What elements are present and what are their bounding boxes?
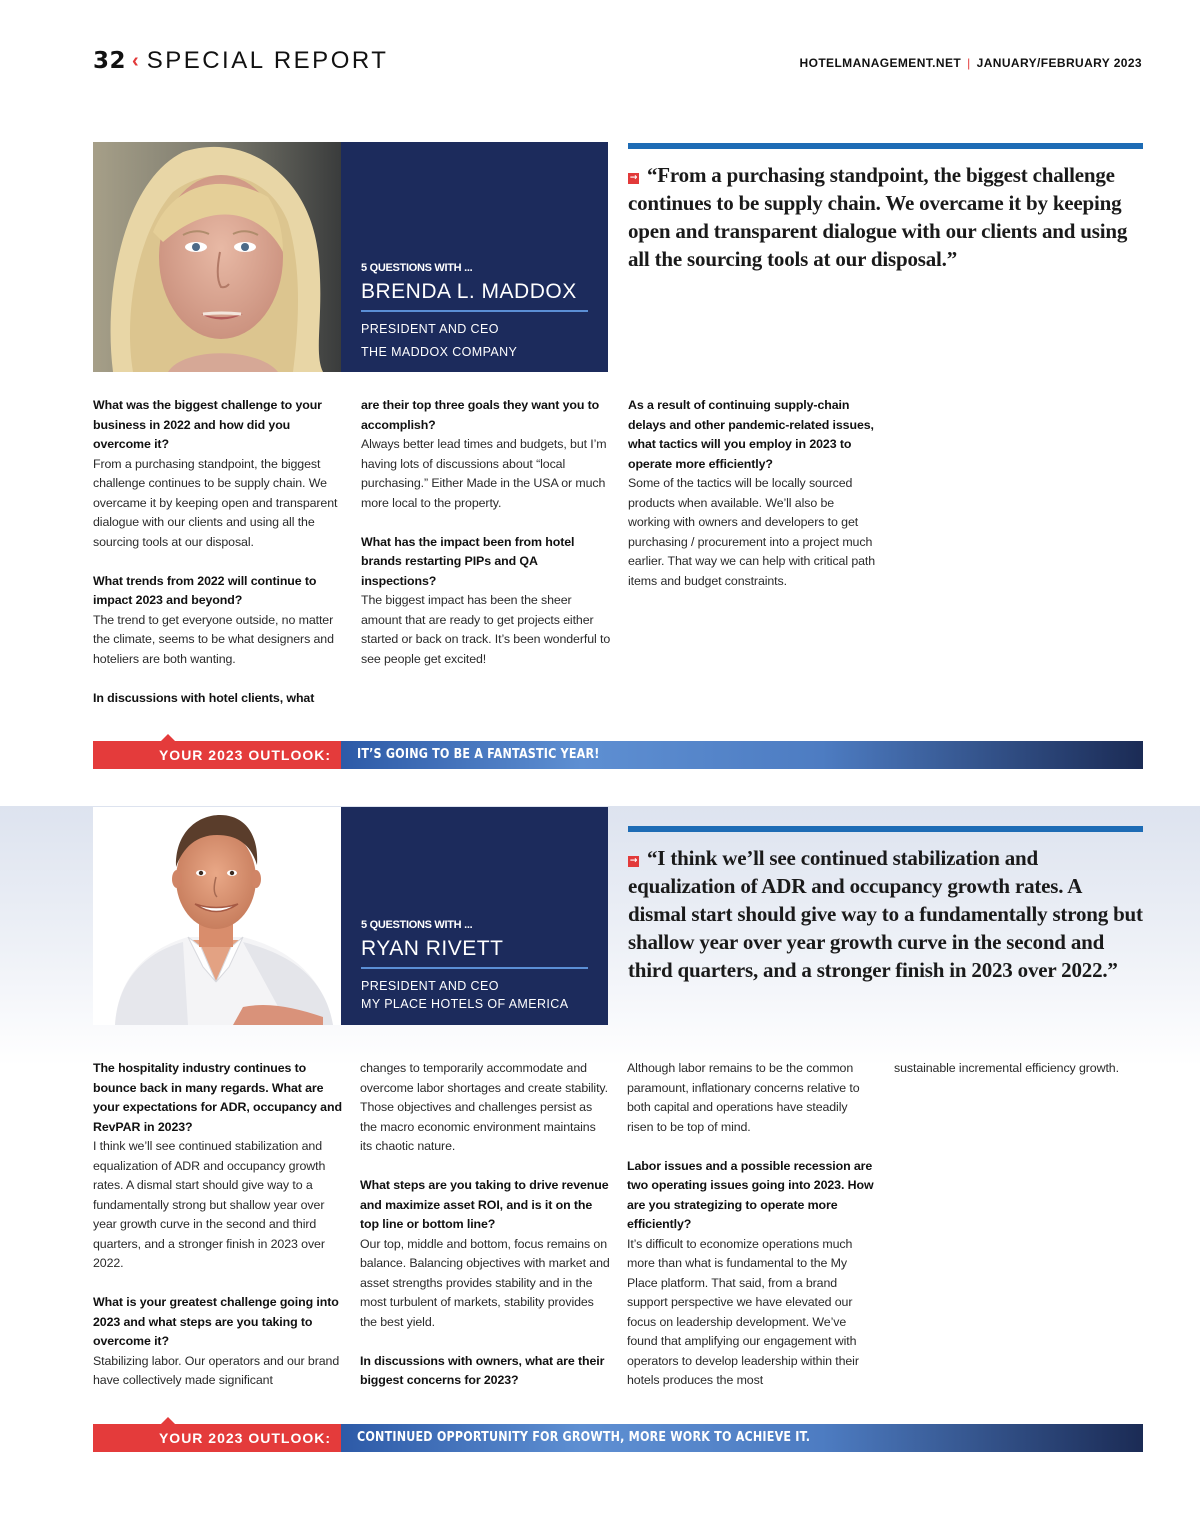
profile-kicker: 5 QUESTIONS WITH ... [361, 919, 473, 931]
profile-title-line1: PRESIDENT AND CEO [361, 979, 499, 993]
pull-quote-text: “From a purchasing standpoint, the biggest challenge continues to be supply chain. We overcame it by keeping open and transparent dialogue with our clients and using all the sourcing tools at our disposal.” [628, 163, 1128, 271]
pull-quote-maddox [628, 161, 1143, 273]
chevron-left-icon: ‹ [132, 50, 139, 72]
answer: changes to temporarily accommodate and overcome labor shortages and create stability. Those objectives and challenges persist as the macro economic environment maintains its chaotic nature. [360, 1061, 608, 1153]
issue-date: JANUARY/FEBRUARY 2023 [976, 56, 1142, 70]
question: What has the impact been from hotel brands restarting PIPs and QA inspections? [361, 534, 575, 588]
article-column-1 [93, 1059, 343, 1391]
quote-rule [628, 143, 1143, 149]
outlook-bar-maddox [93, 741, 1143, 769]
question: What was the biggest challenge to your business in 2022 and how did you overcome it? [93, 398, 322, 451]
site-name: HOTELMANAGEMENT.NET [799, 56, 962, 70]
answer: Always better lead times and budgets, but I’m having lots of discussions about “local purchasing.” Either Made in the USA or much more local to the property. [361, 437, 607, 510]
section-title: SPECIAL REPORT [146, 47, 389, 74]
page-header-right [800, 56, 1142, 70]
question: Labor issues and a possible recession are two operating issues going into 2023. How are you strategizing to operate more efficiently? [627, 1158, 874, 1231]
question: What is your greatest challenge going into 2023 and what steps are you taking to overcome it? [93, 1295, 339, 1348]
outlook-text: CONTINUED OPPORTUNITY FOR GROWTH, MORE WORK TO ACHIEVE IT. [357, 1430, 811, 1445]
quote-rule [628, 826, 1143, 832]
answer: From a purchasing standpoint, the biggest challenge continues to be supply chain. We overcame it by keeping open and transparent dialogue with our clients and using all the sourcing tools at our disposal. [93, 456, 338, 549]
article-column-2 [360, 1059, 610, 1391]
profile-title [361, 977, 588, 1013]
profile-title-line1: PRESIDENT AND CEO [361, 322, 499, 336]
page-header-left [93, 46, 388, 76]
answer: Although labor remains to be the common paramount, inflationary concerns relative to both capital and operations have steadily risen to be top of mind. [627, 1061, 860, 1134]
pull-quote-rivett [628, 844, 1143, 984]
page-number: 32 [93, 48, 127, 74]
question: What trends from 2022 will continue to impact 2023 and beyond? [93, 573, 317, 607]
article-column-3 [628, 396, 878, 591]
question: The hospitality industry continues to bounce back in many regards. What are your expectations for ADR, occupancy and RevPAR in 2023? [93, 1061, 342, 1134]
answer: The biggest impact has been the sheer amount that are ready to get projects either started or back on track. It’s been wonderful to see people get excited! [361, 593, 611, 666]
outlook-text: IT’S GOING TO BE A FANTASTIC YEAR! [357, 747, 600, 762]
question: What steps are you taking to drive revenue and maximize asset ROI, and is it on the top line or bottom line? [360, 1178, 609, 1231]
portrait-photo-rivett [93, 807, 341, 1025]
profile-id-box-maddox [341, 142, 608, 372]
profile-company: MY PLACE HOTELS OF AMERICA [361, 997, 569, 1011]
answer: I think we’ll see continued stabilization and equalization of ADR and occupancy growth rates. A dismal start should give way to a fundamentally strong but shallow year over year growth curve in the second and third quarters, and a stronger finish in 2023 over 2022. [93, 1139, 326, 1270]
profile-company: THE MADDOX COMPANY [361, 345, 518, 359]
outlook-bar-rivett [93, 1424, 1143, 1452]
profile-name: RYAN RIVETT [361, 937, 588, 969]
answer: Our top, middle and bottom, focus remains on balance. Balancing objectives with market and asset strengths provides stability and in the most turbulent of markets, stability provides the best yield. [360, 1236, 610, 1329]
answer: sustainable incremental efficiency growth. [894, 1061, 1119, 1075]
answer: Stabilizing labor. Our operators and our brand have collectively made significant [93, 1353, 340, 1387]
profile-kicker: 5 QUESTIONS WITH ... [361, 262, 473, 274]
question: In discussions with owners, what are their biggest concerns for 2023? [360, 1353, 605, 1387]
article-column-4 [894, 1059, 1149, 1079]
arrow-right-icon: → [629, 173, 638, 183]
profile-id-box-rivett [341, 807, 608, 1025]
question: are their top three goals they want you to accomplish? [361, 398, 600, 432]
answer: The trend to get everyone outside, no matter the climate, seems to be what designers and hoteliers are both wanting. [93, 612, 334, 666]
arrow-right-icon: → [629, 856, 638, 866]
article-column-1 [93, 396, 343, 708]
question: In discussions with hotel clients, what [93, 690, 315, 705]
answer: It’s difficult to economize operations much more than what is fundamental to the My Place platform. That said, from a brand support perspective we have elevated our focus on leadership development. We’ve found that amplifying our engagement with operators to develop leadership within their hotels produces the most [627, 1236, 859, 1387]
pull-quote-text: “I think we’ll see continued stabilization and equalization of ADR and occupancy growth rates. A dismal start should give way to a fundamentally strong but shallow year over year growth curve in the second and third quarters, and a stronger finish in 2023 over 2022.” [628, 846, 1143, 982]
portrait-photo-maddox [93, 142, 341, 372]
answer: Some of the tactics will be locally sourced products when available. We’ll also be working with owners and developers to get purchasing / procurement into a project much earlier. That way we can help with critical path items and budget constraints. [628, 476, 876, 588]
profile-name: BRENDA L. MADDOX [361, 280, 588, 312]
question: As a result of continuing supply-chain delays and other pandemic-related issues, what tactics will you employ in 2023 to operate more efficiently? [628, 398, 874, 471]
outlook-label: YOUR 2023 OUTLOOK: [158, 747, 331, 763]
article-column-3 [627, 1059, 877, 1391]
profile-title [361, 320, 588, 361]
header-separator: | [967, 56, 971, 70]
article-column-2 [361, 396, 611, 669]
outlook-label: YOUR 2023 OUTLOOK: [158, 1430, 331, 1446]
